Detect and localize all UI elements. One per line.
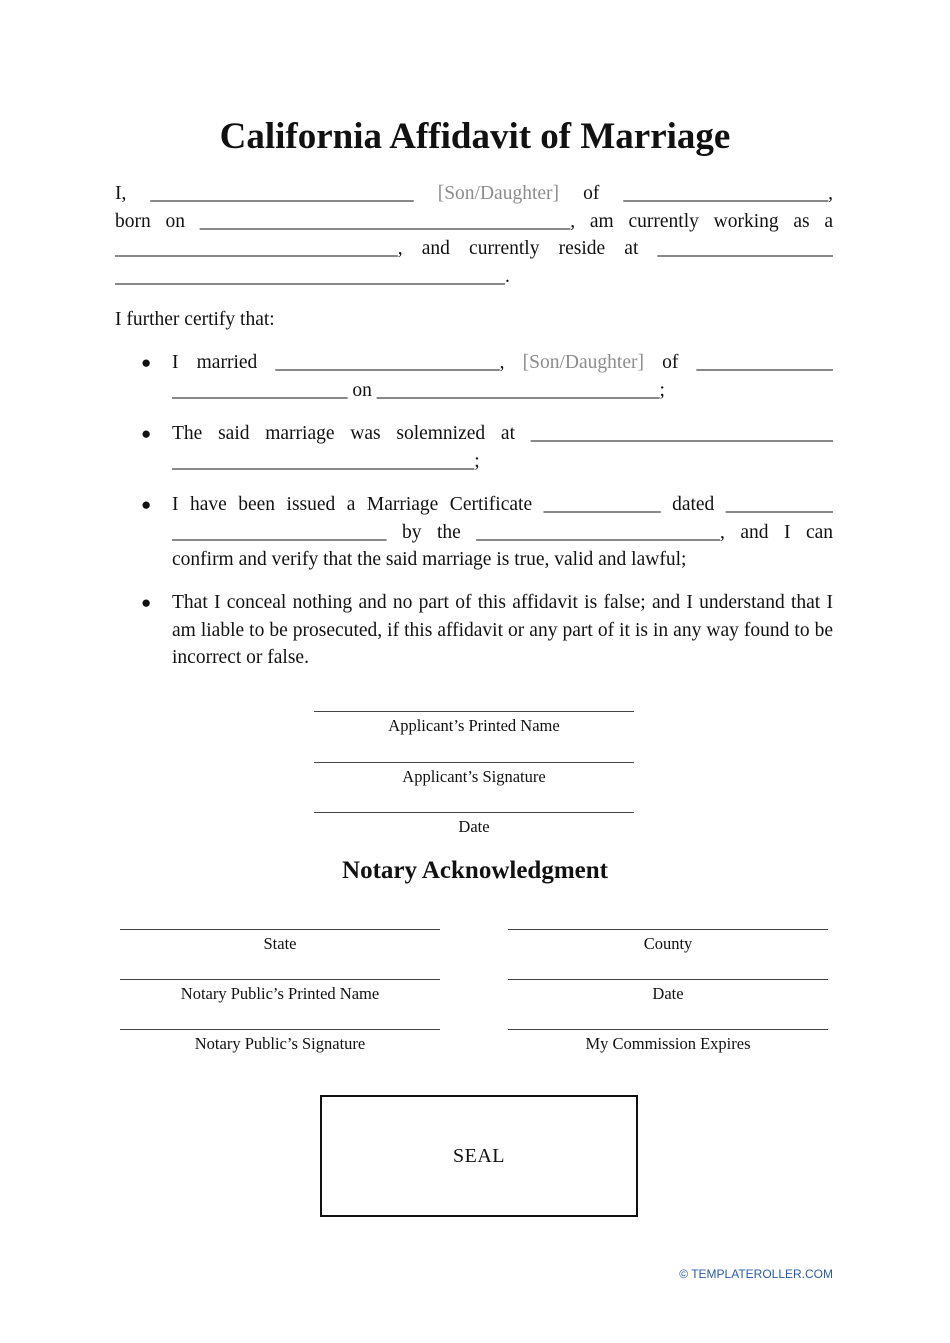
list-item: I married _______________________, [Son/Daughter] of ______________ __________________ on _____________________________;	[172, 352, 833, 401]
county-label: County	[643, 934, 693, 953]
name-blank[interactable]: ___________________________	[150, 183, 414, 204]
intro-line-1: I, ___________________________ [Son/Daughter] of _____________________,	[115, 183, 833, 204]
document-title: California Affidavit of Marriage	[219, 116, 731, 157]
certificate-date-blank[interactable]: ___________	[725, 494, 833, 515]
applicant-signature-line[interactable]	[314, 762, 634, 763]
issuer-blank[interactable]: _________________________,	[476, 521, 725, 543]
state-line[interactable]	[120, 929, 440, 930]
intro-line-4[interactable]: ________________________________________.	[115, 265, 510, 287]
certificate-number-blank[interactable]: ____________	[543, 494, 661, 515]
occupation-blank[interactable]: _____________________________,	[115, 238, 403, 259]
solemnized-place-blank-cont[interactable]: _______________________________;	[172, 450, 480, 472]
state-label: State	[263, 934, 297, 953]
bullet-icon: ●	[141, 593, 152, 612]
notary-date-label: Date	[652, 984, 684, 1003]
notary-printed-name-label: Notary Public’s Printed Name	[180, 984, 380, 1003]
footer-copyright[interactable]: © TEMPLATEROLLER.COM	[679, 1267, 833, 1281]
bullet-icon: ●	[141, 495, 152, 514]
certificate-date-blank-cont[interactable]: ______________________	[172, 521, 387, 543]
son-daughter-option: [Son/Daughter]	[437, 183, 560, 204]
son-daughter-option: [Son/Daughter]	[522, 352, 644, 373]
applicant-printed-name-label: Applicant’s Printed Name	[388, 716, 560, 735]
marriage-date-blank[interactable]: _____________________________;	[376, 379, 665, 401]
notary-heading: Notary Acknowledgment	[342, 857, 608, 884]
commission-expires-label: My Commission Expires	[585, 1034, 751, 1053]
intro-line-2: born on ______________________________________, am currently working as a	[115, 210, 833, 232]
notary-signature-label: Notary Public’s Signature	[194, 1034, 366, 1053]
applicant-printed-name-line[interactable]	[314, 711, 634, 712]
list-item: I have been issued a Marriage Certificate ____________ dated ___________ ______________________ by the _________________________, and I can confirm and verify that the said marriage is true, valid and lawful;	[172, 494, 833, 570]
solemnized-place-blank[interactable]: _______________________________	[530, 423, 833, 444]
applicant-date-label: Date	[458, 817, 490, 836]
notary-date-line[interactable]	[508, 979, 828, 980]
notary-signature-line[interactable]	[120, 1029, 440, 1030]
certify-heading: I further certify that:	[115, 309, 275, 330]
notary-printed-name-line[interactable]	[120, 979, 440, 980]
bullet-icon: ●	[141, 424, 152, 443]
list-item: That I conceal nothing and no part of this affidavit is false; and I understand that I am liable to be prosecuted, if this affidavit or any part of it is in any way found to be incorrect or false.	[172, 592, 833, 668]
applicant-signature-label: Applicant’s Signature	[402, 767, 546, 786]
intro-line-3: _____________________________, and currently reside at __________________	[115, 238, 833, 259]
county-line[interactable]	[508, 929, 828, 930]
bullet-icon: ●	[141, 353, 152, 372]
residence-blank[interactable]: __________________	[657, 238, 833, 259]
applicant-date-line[interactable]	[314, 812, 634, 813]
commission-expires-line[interactable]	[508, 1029, 828, 1030]
seal-box	[320, 1095, 638, 1217]
birth-date-blank[interactable]: ______________________________________,	[199, 210, 576, 232]
seal-label: SEAL	[453, 1144, 505, 1167]
spouse-name-blank[interactable]: _______________________,	[275, 352, 505, 373]
list-item: The said marriage was solemnized at _______________________________ _______________________________;	[172, 420, 833, 475]
intro-paragraph	[115, 180, 833, 290]
spouse-parent-blank-cont[interactable]: __________________	[172, 379, 348, 401]
parent-name-blank[interactable]: _____________________,	[623, 183, 833, 204]
spouse-parent-blank[interactable]: ______________	[696, 352, 833, 373]
